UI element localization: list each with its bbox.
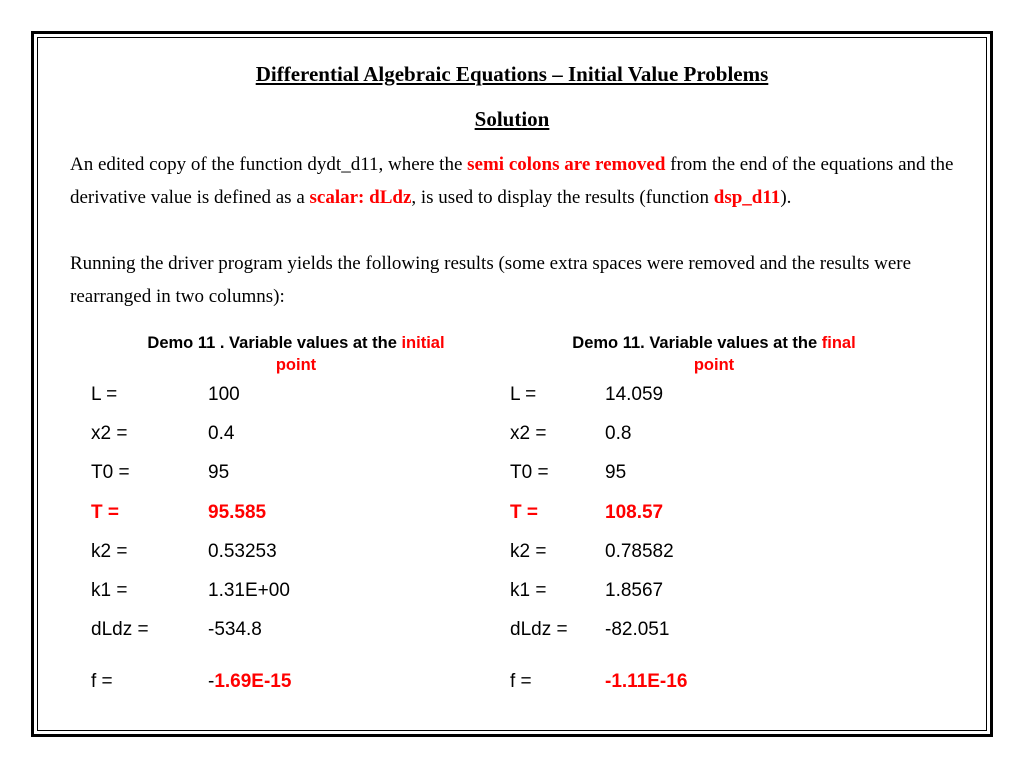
right-value-x2: 0.8 (605, 423, 632, 444)
left-label-T0: T0 = (91, 462, 130, 483)
right-label-L: L = (510, 384, 537, 405)
right-value-L: 14.059 (605, 384, 664, 405)
right-header-highlight-2: point (693, 356, 735, 374)
left-label-dLdz: dLdz = (91, 619, 149, 640)
right-label-k2: k2 = (510, 541, 547, 562)
right-label-f: f = (510, 671, 532, 692)
left-header-highlight: initial (401, 334, 445, 352)
para-text-2: , where the (378, 154, 468, 175)
left-value-f (208, 671, 291, 693)
left-value-f-number: 1.69E-15 (214, 671, 292, 692)
para-text-4: , is used to display the results (function (411, 187, 714, 208)
right-value-dLdz: -82.051 (605, 619, 670, 640)
left-label-L: L = (91, 384, 118, 405)
left-label-f: f = (91, 671, 113, 692)
left-value-f-sign: - (208, 671, 215, 692)
right-header-highlight: final (821, 334, 856, 352)
left-label-k2: k2 = (91, 541, 128, 562)
left-value-k1: 1.31E+00 (208, 580, 290, 601)
left-value-T: 95.585 (208, 502, 267, 523)
para-highlight-semicolons: semi colons are removed (467, 154, 666, 175)
left-header-highlight-2: point (275, 356, 317, 374)
left-value-dLdz: -534.8 (208, 619, 262, 640)
left-label-T: T = (91, 502, 119, 523)
para-highlight-scalar: scalar: dLdz (309, 187, 412, 208)
right-label-x2: x2 = (510, 423, 547, 444)
left-value-T0: 95 (208, 462, 230, 483)
left-value-k2: 0.53253 (208, 541, 277, 562)
right-value-T: 108.57 (605, 502, 664, 523)
para-text-5: ). (780, 187, 792, 208)
right-value-k2: 0.78582 (605, 541, 674, 562)
right-label-T: T = (510, 502, 538, 523)
left-label-k1: k1 = (91, 580, 128, 601)
slide-title: Differential Algebraic Equations – Initial Value Problems (255, 62, 769, 86)
para-text-3: from the end of the equations and the derivative value is defined as a (70, 154, 954, 208)
right-column-header (524, 332, 904, 376)
description-paragraph (70, 148, 960, 214)
left-value-x2: 0.4 (208, 423, 235, 444)
right-label-T0: T0 = (510, 462, 549, 483)
right-value-T0: 95 (605, 462, 627, 483)
right-value-f: -1.11E-16 (605, 671, 688, 692)
driver-paragraph: Running the driver program yields the following results (some extra spaces were removed and the results were rearranged in two columns): (70, 253, 912, 307)
right-header-text: Demo 11. Variable values at the (572, 334, 822, 352)
left-value-L: 100 (208, 384, 240, 405)
slide-subtitle: Solution (474, 107, 550, 131)
para-highlight-function: dsp_d11 (713, 187, 781, 208)
para-text-1: An edited copy of the function dydt_d11 (70, 154, 379, 175)
right-label-k1: k1 = (510, 580, 547, 601)
left-header-text: Demo 11 . Variable values at the (147, 334, 402, 352)
left-column-header (106, 332, 486, 376)
left-label-x2: x2 = (91, 423, 128, 444)
right-value-k1: 1.8567 (605, 580, 664, 601)
right-label-dLdz: dLdz = (510, 619, 568, 640)
